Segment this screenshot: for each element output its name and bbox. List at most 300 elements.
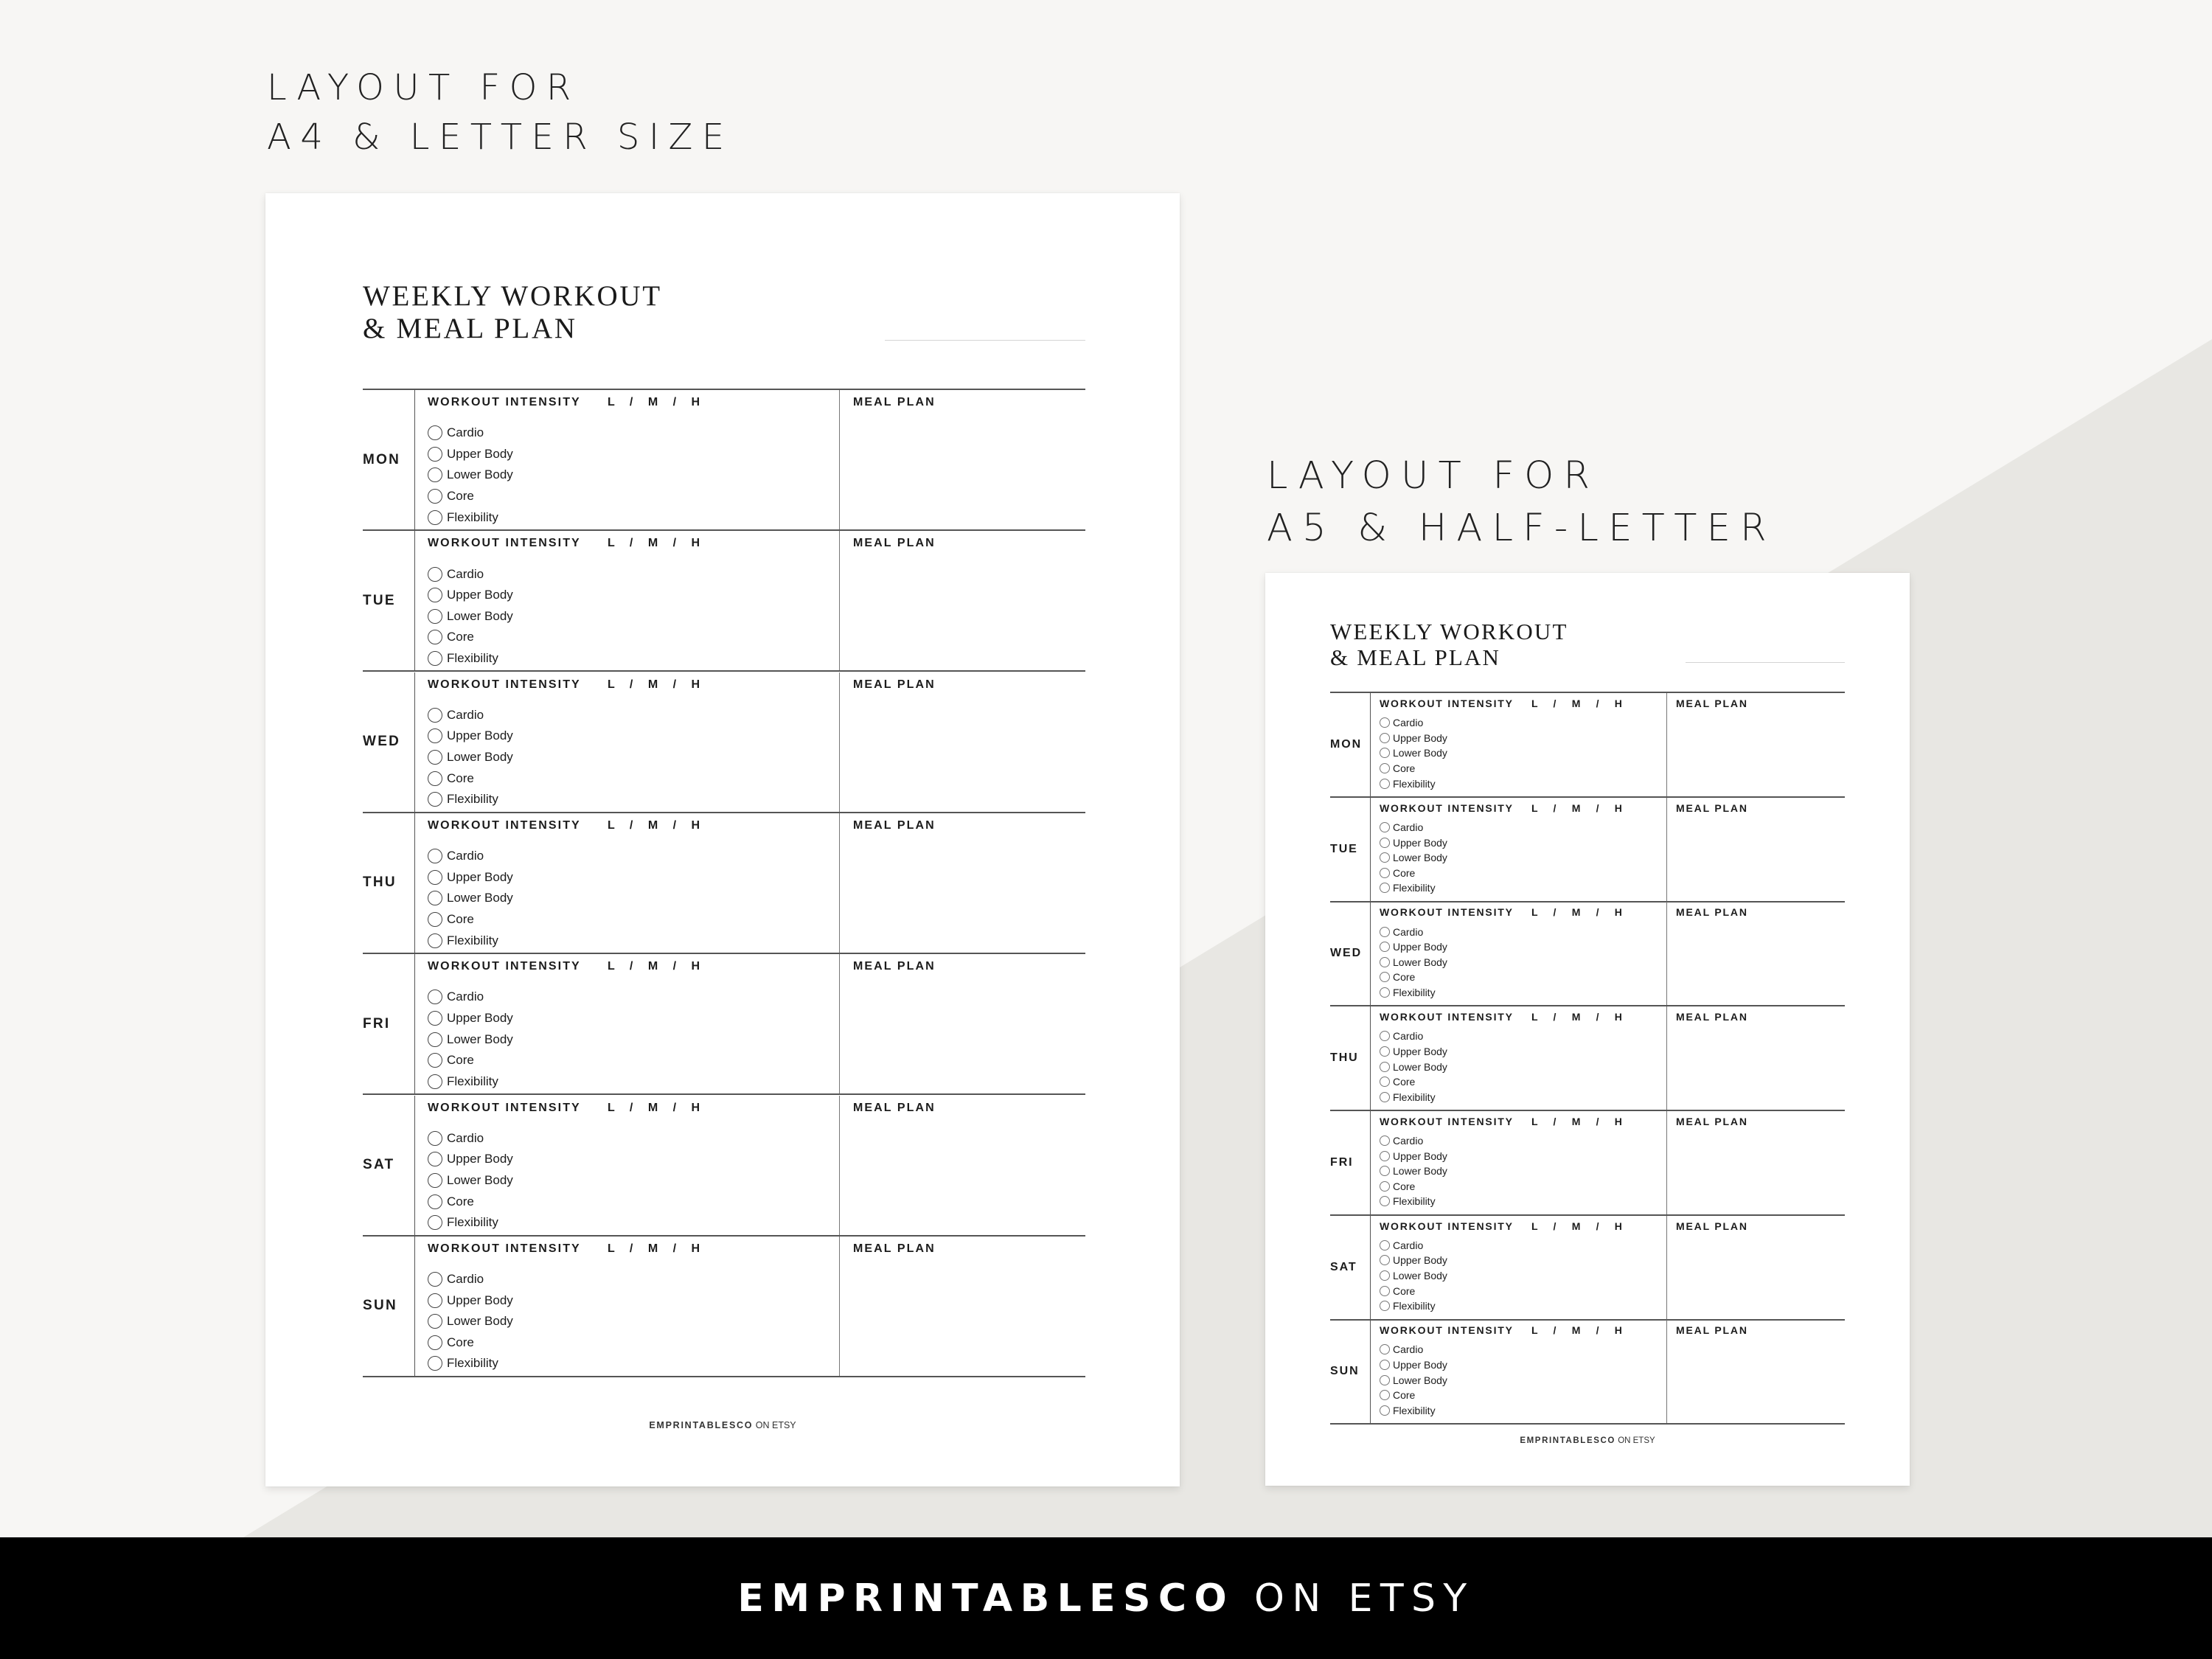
option-label: Core xyxy=(1393,762,1416,775)
checkbox-circle-icon[interactable] xyxy=(1380,1181,1390,1192)
workout-options xyxy=(428,987,513,1092)
checkbox-option[interactable] xyxy=(428,465,513,486)
intensity-scale[interactable]: L / M / H xyxy=(608,678,706,691)
workout-intensity-header: WORKOUT INTENSITY xyxy=(428,396,581,408)
intensity-scale[interactable]: L / M / H xyxy=(608,396,706,408)
checkbox-circle-icon[interactable] xyxy=(1380,1240,1390,1251)
workout-cell xyxy=(1370,1006,1666,1110)
day-row-mon xyxy=(1330,693,1845,798)
checkbox-circle-icon[interactable] xyxy=(428,447,442,462)
workout-intensity-header: WORKOUT INTENSITY xyxy=(428,537,581,550)
workout-cell xyxy=(1370,1216,1666,1319)
checkbox-option[interactable] xyxy=(428,1008,513,1029)
checkbox-option[interactable] xyxy=(428,1290,513,1311)
checkbox-circle-icon[interactable] xyxy=(428,792,442,807)
workout-intensity-header: WORKOUT INTENSITY xyxy=(1380,1324,1514,1337)
checkbox-circle-icon[interactable] xyxy=(428,771,442,786)
checkbox-circle-icon[interactable] xyxy=(1380,779,1390,789)
checkbox-circle-icon[interactable] xyxy=(1380,1031,1390,1041)
option-label: Upper Body xyxy=(1393,1359,1447,1371)
option-label: Lower Body xyxy=(1393,1374,1447,1386)
meal-plan-cell[interactable] xyxy=(839,1096,1085,1235)
workout-options xyxy=(428,846,513,951)
checkbox-option[interactable] xyxy=(1380,985,1447,1001)
meal-plan-cell[interactable] xyxy=(839,813,1085,953)
checkbox-circle-icon[interactable] xyxy=(428,990,442,1004)
option-label: Flexibility xyxy=(447,650,498,665)
checkbox-circle-icon[interactable] xyxy=(1380,987,1390,998)
checkbox-circle-icon[interactable] xyxy=(1380,822,1390,832)
checkbox-circle-icon[interactable] xyxy=(1380,927,1390,937)
checkbox-option[interactable] xyxy=(428,768,513,789)
workout-options xyxy=(428,705,513,810)
day-label: SAT xyxy=(1330,1216,1371,1319)
option-label: Cardio xyxy=(447,990,484,1004)
workout-options xyxy=(428,563,513,669)
option-label: Upper Body xyxy=(447,1152,513,1166)
option-label: Flexibility xyxy=(1393,987,1436,999)
option-label: Core xyxy=(1393,1180,1416,1192)
meal-plan-header: MEAL PLAN xyxy=(853,960,936,973)
checkbox-circle-icon[interactable] xyxy=(428,849,442,863)
intensity-scale[interactable]: L / M / H xyxy=(1531,801,1629,814)
option-label: Lower Body xyxy=(1393,1165,1447,1178)
a4-planner-sheet xyxy=(265,193,1180,1486)
checkbox-option[interactable] xyxy=(428,846,513,867)
day-label: WED xyxy=(1330,902,1371,1005)
checkbox-option[interactable] xyxy=(428,1170,513,1192)
day-row-fri xyxy=(1330,1111,1845,1216)
checkbox-option[interactable] xyxy=(1380,1044,1447,1060)
option-label: Cardio xyxy=(1393,1135,1424,1147)
intensity-scale[interactable]: L / M / H xyxy=(1531,1115,1629,1127)
checkbox-option[interactable] xyxy=(1380,1074,1447,1090)
option-label: Upper Body xyxy=(1393,836,1447,849)
checkbox-option[interactable] xyxy=(428,930,513,951)
checkbox-circle-icon[interactable] xyxy=(428,1356,442,1371)
option-label: Cardio xyxy=(1393,1030,1424,1043)
workout-cell xyxy=(1370,1111,1666,1214)
checkbox-circle-icon[interactable] xyxy=(428,1011,442,1026)
checkbox-circle-icon[interactable] xyxy=(428,750,442,765)
meal-plan-cell[interactable] xyxy=(839,672,1085,812)
checkbox-circle-icon[interactable] xyxy=(1380,717,1390,728)
option-label: Flexibility xyxy=(1393,1404,1436,1416)
intensity-scale[interactable]: L / M / H xyxy=(608,1242,706,1255)
option-label: Lower Body xyxy=(1393,747,1447,759)
checkbox-circle-icon[interactable] xyxy=(1380,1135,1390,1146)
checkbox-circle-icon[interactable] xyxy=(428,891,442,905)
option-label: Cardio xyxy=(1393,821,1424,833)
workout-options xyxy=(1380,1342,1447,1418)
checkbox-circle-icon[interactable] xyxy=(1380,1255,1390,1265)
checkbox-option[interactable] xyxy=(1380,1403,1447,1419)
workout-cell xyxy=(1370,902,1666,1005)
day-row-mon xyxy=(363,390,1085,531)
checkbox-circle-icon[interactable] xyxy=(1380,1360,1390,1370)
day-row-thu xyxy=(1330,1006,1845,1111)
checkbox-option[interactable] xyxy=(428,747,513,768)
checkbox-circle-icon[interactable] xyxy=(428,1194,442,1209)
workout-intensity-header: WORKOUT INTENSITY xyxy=(428,678,581,691)
workout-intensity-header: WORKOUT INTENSITY xyxy=(1380,1220,1514,1232)
footer-suffix: ON ETSY xyxy=(755,1420,796,1430)
workout-cell xyxy=(414,813,839,953)
day-label: TUE xyxy=(363,531,415,670)
meal-plan-header: MEAL PLAN xyxy=(853,396,936,408)
checkbox-circle-icon[interactable] xyxy=(428,933,442,948)
weekly-table xyxy=(1330,692,1845,1425)
day-label: SUN xyxy=(363,1237,415,1376)
option-label: Core xyxy=(1393,971,1416,984)
footer-suffix: ON ETSY xyxy=(1618,1436,1655,1445)
checkbox-option[interactable] xyxy=(1380,1029,1447,1044)
workout-options xyxy=(1380,1238,1447,1314)
footer-credit xyxy=(1265,1436,1910,1445)
checkbox-option[interactable] xyxy=(428,444,513,465)
checkbox-circle-icon[interactable] xyxy=(428,651,442,666)
checkbox-circle-icon[interactable] xyxy=(428,588,442,602)
meal-plan-cell[interactable] xyxy=(839,531,1085,670)
day-label: THU xyxy=(1330,1006,1371,1110)
checkbox-option[interactable] xyxy=(428,789,513,810)
meal-plan-header: MEAL PLAN xyxy=(1676,1115,1748,1127)
workout-cell xyxy=(1370,1320,1666,1423)
workout-cell xyxy=(1370,693,1666,796)
checkbox-option[interactable] xyxy=(1380,1388,1447,1403)
planner-title-line1: WEEKLY WORKOUT xyxy=(363,280,662,312)
checkbox-circle-icon[interactable] xyxy=(1380,1375,1390,1385)
checkbox-option[interactable] xyxy=(428,1191,513,1212)
checkbox-circle-icon[interactable] xyxy=(428,467,442,482)
workout-intensity-header: WORKOUT INTENSITY xyxy=(1380,801,1514,814)
checkbox-option[interactable] xyxy=(428,1128,513,1150)
checkbox-option[interactable] xyxy=(1380,1268,1447,1284)
meal-plan-cell[interactable] xyxy=(839,390,1085,529)
meal-plan-cell[interactable] xyxy=(839,1237,1085,1376)
option-label: Core xyxy=(447,630,474,644)
checkbox-option[interactable] xyxy=(1380,1194,1447,1209)
checkbox-option[interactable] xyxy=(428,1311,513,1332)
checkbox-circle-icon[interactable] xyxy=(428,728,442,743)
checkbox-circle-icon[interactable] xyxy=(1380,942,1390,952)
day-label: WED xyxy=(363,672,415,812)
checkbox-circle-icon[interactable] xyxy=(1380,1405,1390,1416)
workout-cell xyxy=(414,954,839,1093)
checkbox-circle-icon[interactable] xyxy=(428,1293,442,1308)
option-label: Flexibility xyxy=(1393,777,1436,790)
option-label: Upper Body xyxy=(447,1011,513,1026)
checkbox-circle-icon[interactable] xyxy=(428,630,442,644)
checkbox-option[interactable] xyxy=(1380,1357,1447,1373)
day-row-tue xyxy=(363,531,1085,672)
checkbox-option[interactable] xyxy=(1380,865,1447,880)
checkbox-option[interactable] xyxy=(1380,1148,1447,1164)
brand-banner xyxy=(0,1537,2212,1659)
checkbox-option[interactable] xyxy=(1380,850,1447,866)
checkbox-circle-icon[interactable] xyxy=(1380,763,1390,773)
checkbox-option[interactable] xyxy=(1380,970,1447,985)
workout-intensity-header: WORKOUT INTENSITY xyxy=(1380,1115,1514,1127)
name-write-line[interactable] xyxy=(885,340,1085,341)
meal-plan-cell[interactable] xyxy=(1666,1111,1845,1214)
day-label: SAT xyxy=(363,1096,415,1235)
option-label: Upper Body xyxy=(447,869,513,884)
checkbox-option[interactable] xyxy=(1380,1342,1447,1357)
meal-plan-cell[interactable] xyxy=(1666,1320,1845,1423)
checkbox-option[interactable] xyxy=(1380,1283,1447,1298)
checkbox-circle-icon[interactable] xyxy=(1380,1092,1390,1102)
checkbox-circle-icon[interactable] xyxy=(428,1215,442,1230)
checkbox-option[interactable] xyxy=(428,1353,513,1374)
checkbox-option[interactable] xyxy=(428,1071,513,1093)
checkbox-circle-icon[interactable] xyxy=(428,1335,442,1350)
option-label: Core xyxy=(1393,866,1416,879)
meal-plan-cell[interactable] xyxy=(1666,902,1845,1005)
checkbox-circle-icon[interactable] xyxy=(428,1272,442,1287)
checkbox-option[interactable] xyxy=(428,726,513,747)
checkbox-option[interactable] xyxy=(1380,880,1447,896)
intensity-scale[interactable]: L / M / H xyxy=(1531,906,1629,919)
checkbox-circle-icon[interactable] xyxy=(428,870,442,885)
footer-brand: EMPRINTABLESCO xyxy=(1520,1436,1615,1445)
option-label: Flexibility xyxy=(447,1215,498,1230)
checkbox-option[interactable] xyxy=(1380,715,1447,731)
footer-credit xyxy=(265,1420,1180,1430)
checkbox-option[interactable] xyxy=(1380,820,1447,835)
planner-title-line2: & MEAL PLAN xyxy=(1330,644,1501,671)
option-label: Lower Body xyxy=(1393,1060,1447,1073)
checkbox-circle-icon[interactable] xyxy=(1380,1151,1390,1161)
option-label: Lower Body xyxy=(447,1172,513,1187)
option-label: Core xyxy=(447,1335,474,1349)
checkbox-option[interactable] xyxy=(1380,1238,1447,1253)
day-row-sun xyxy=(363,1237,1085,1377)
meal-plan-header: MEAL PLAN xyxy=(853,1242,936,1255)
meal-plan-header: MEAL PLAN xyxy=(1676,801,1748,814)
option-label: Flexibility xyxy=(1393,1300,1436,1312)
workout-intensity-header: WORKOUT INTENSITY xyxy=(428,1242,581,1255)
day-label: THU xyxy=(363,813,415,953)
checkbox-option[interactable] xyxy=(1380,955,1447,970)
checkbox-circle-icon[interactable] xyxy=(1380,972,1390,982)
meal-plan-cell[interactable] xyxy=(1666,1006,1845,1110)
checkbox-circle-icon[interactable] xyxy=(1380,1196,1390,1206)
checkbox-circle-icon[interactable] xyxy=(428,1152,442,1166)
checkbox-option[interactable] xyxy=(1380,1133,1447,1149)
a5-planner-sheet xyxy=(1265,573,1910,1486)
checkbox-circle-icon[interactable] xyxy=(1380,1062,1390,1072)
meal-plan-header: MEAL PLAN xyxy=(1676,1220,1748,1232)
planner-title-line1: WEEKLY WORKOUT xyxy=(1330,619,1568,644)
checkbox-option[interactable] xyxy=(428,1332,513,1354)
checkbox-option[interactable] xyxy=(428,705,513,726)
workout-intensity-header: WORKOUT INTENSITY xyxy=(1380,906,1514,919)
meal-plan-cell[interactable] xyxy=(839,954,1085,1093)
checkbox-option[interactable] xyxy=(1380,1372,1447,1388)
checkbox-option[interactable] xyxy=(428,888,513,909)
checkbox-option[interactable] xyxy=(1380,1298,1447,1314)
checkbox-circle-icon[interactable] xyxy=(1380,1270,1390,1281)
day-row-sat xyxy=(363,1096,1085,1237)
checkbox-option[interactable] xyxy=(1380,776,1447,791)
checkbox-option[interactable] xyxy=(1380,835,1447,850)
checkbox-circle-icon[interactable] xyxy=(428,489,442,504)
planner-title xyxy=(1330,619,1568,671)
option-label: Flexibility xyxy=(447,933,498,947)
checkbox-circle-icon[interactable] xyxy=(1380,957,1390,967)
option-label: Flexibility xyxy=(447,792,498,807)
checkbox-circle-icon[interactable] xyxy=(428,1053,442,1068)
option-label: Lower Body xyxy=(447,467,513,482)
checkbox-option[interactable] xyxy=(1380,731,1447,746)
intensity-scale[interactable]: L / M / H xyxy=(608,537,706,550)
workout-intensity-header: WORKOUT INTENSITY xyxy=(1380,1011,1514,1023)
checkbox-option[interactable] xyxy=(1380,939,1447,955)
option-label: Lower Body xyxy=(447,750,513,765)
checkbox-circle-icon[interactable] xyxy=(1380,1390,1390,1400)
option-label: Lower Body xyxy=(447,608,513,623)
day-row-sat xyxy=(1330,1216,1845,1321)
checkbox-circle-icon[interactable] xyxy=(428,425,442,440)
intensity-scale[interactable]: L / M / H xyxy=(608,960,706,973)
checkbox-option[interactable] xyxy=(428,1212,513,1234)
a5-layout-heading: LAYOUT FOR A5 & HALF-LETTER xyxy=(1267,454,1776,551)
checkbox-circle-icon[interactable] xyxy=(428,1173,442,1188)
checkbox-option[interactable] xyxy=(1380,745,1447,761)
checkbox-circle-icon[interactable] xyxy=(1380,852,1390,863)
workout-options xyxy=(1380,715,1447,791)
meal-plan-header: MEAL PLAN xyxy=(853,678,936,691)
meal-plan-header: MEAL PLAN xyxy=(853,537,936,550)
option-label: Cardio xyxy=(1393,1239,1424,1251)
workout-options xyxy=(1380,820,1447,896)
option-label: Lower Body xyxy=(1393,956,1447,968)
workout-cell xyxy=(414,531,839,670)
checkbox-option[interactable] xyxy=(1380,1059,1447,1074)
checkbox-circle-icon[interactable] xyxy=(1380,748,1390,758)
intensity-scale[interactable]: L / M / H xyxy=(1531,698,1629,709)
workout-options xyxy=(428,422,513,528)
checkbox-option[interactable] xyxy=(428,648,513,669)
checkbox-option[interactable] xyxy=(428,422,513,444)
intensity-scale[interactable]: L / M / H xyxy=(1531,1220,1629,1232)
checkbox-option[interactable] xyxy=(428,627,513,648)
option-label: Lower Body xyxy=(447,891,513,905)
checkbox-option[interactable] xyxy=(428,1149,513,1170)
meal-plan-header: MEAL PLAN xyxy=(1676,906,1748,919)
meal-plan-cell[interactable] xyxy=(1666,798,1845,901)
option-label: Flexibility xyxy=(447,1356,498,1371)
checkbox-option[interactable] xyxy=(428,866,513,888)
option-label: Core xyxy=(1393,1389,1416,1402)
checkbox-circle-icon[interactable] xyxy=(1380,1166,1390,1176)
checkbox-circle-icon[interactable] xyxy=(428,1314,442,1329)
workout-options xyxy=(1380,1029,1447,1105)
checkbox-option[interactable] xyxy=(428,486,513,507)
option-label: Core xyxy=(447,771,474,785)
checkbox-circle-icon[interactable] xyxy=(1380,1046,1390,1057)
checkbox-circle-icon[interactable] xyxy=(1380,883,1390,893)
option-label: Flexibility xyxy=(1393,882,1436,894)
option-label: Upper Body xyxy=(1393,1254,1447,1267)
intensity-scale[interactable]: L / M / H xyxy=(1531,1011,1629,1023)
checkbox-option[interactable] xyxy=(428,605,513,627)
meal-plan-cell[interactable] xyxy=(1666,693,1845,796)
planner-title xyxy=(363,280,662,346)
checkbox-circle-icon[interactable] xyxy=(428,1032,442,1047)
checkbox-circle-icon[interactable] xyxy=(1380,868,1390,878)
workout-options xyxy=(428,1128,513,1234)
checkbox-option[interactable] xyxy=(428,1050,513,1071)
checkbox-option[interactable] xyxy=(428,909,513,931)
checkbox-circle-icon[interactable] xyxy=(428,1131,442,1146)
checkbox-circle-icon[interactable] xyxy=(1380,838,1390,848)
workout-intensity-header: WORKOUT INTENSITY xyxy=(428,1101,581,1114)
checkbox-option[interactable] xyxy=(428,987,513,1008)
option-label: Cardio xyxy=(447,849,484,863)
option-label: Upper Body xyxy=(447,446,513,461)
option-label: Core xyxy=(447,911,474,926)
intensity-scale[interactable]: L / M / H xyxy=(608,1101,706,1114)
checkbox-circle-icon[interactable] xyxy=(428,1074,442,1089)
checkbox-circle-icon[interactable] xyxy=(1380,1077,1390,1087)
checkbox-option[interactable] xyxy=(1380,1179,1447,1194)
checkbox-circle-icon[interactable] xyxy=(1380,1344,1390,1354)
option-label: Lower Body xyxy=(1393,1269,1447,1281)
checkbox-circle-icon[interactable] xyxy=(428,912,442,927)
option-label: Upper Body xyxy=(1393,1150,1447,1162)
day-row-fri xyxy=(363,954,1085,1095)
checkbox-circle-icon[interactable] xyxy=(428,609,442,624)
checkbox-option[interactable] xyxy=(428,507,513,528)
option-label: Upper Body xyxy=(447,1293,513,1307)
checkbox-option[interactable] xyxy=(1380,761,1447,776)
meal-plan-header: MEAL PLAN xyxy=(1676,1324,1748,1337)
option-label: Cardio xyxy=(447,1272,484,1287)
checkbox-circle-icon[interactable] xyxy=(1380,1286,1390,1296)
checkbox-option[interactable] xyxy=(428,1029,513,1050)
option-label: Flexibility xyxy=(447,509,498,524)
meal-plan-cell[interactable] xyxy=(1666,1216,1845,1319)
a4-layout-heading: LAYOUT FOR A4 & LETTER SIZE xyxy=(267,67,734,159)
workout-intensity-header: WORKOUT INTENSITY xyxy=(428,818,581,832)
checkbox-option[interactable] xyxy=(428,1269,513,1290)
checkbox-circle-icon[interactable] xyxy=(1380,733,1390,743)
name-write-line[interactable] xyxy=(1686,662,1845,663)
option-label: Cardio xyxy=(1393,925,1424,938)
checkbox-option[interactable] xyxy=(428,585,513,606)
option-label: Cardio xyxy=(447,1130,484,1145)
intensity-scale[interactable]: L / M / H xyxy=(1531,1324,1629,1337)
option-label: Lower Body xyxy=(1393,852,1447,864)
weekly-table xyxy=(363,389,1085,1377)
checkbox-option[interactable] xyxy=(428,563,513,585)
checkbox-circle-icon[interactable] xyxy=(1380,1301,1390,1311)
checkbox-option[interactable] xyxy=(1380,1164,1447,1179)
checkbox-option[interactable] xyxy=(1380,924,1447,939)
checkbox-circle-icon[interactable] xyxy=(428,567,442,582)
checkbox-circle-icon[interactable] xyxy=(428,510,442,525)
checkbox-option[interactable] xyxy=(1380,1089,1447,1105)
option-label: Lower Body xyxy=(447,1032,513,1046)
checkbox-circle-icon[interactable] xyxy=(428,708,442,723)
workout-options xyxy=(1380,1133,1447,1209)
option-label: Core xyxy=(1393,1284,1416,1297)
option-label: Cardio xyxy=(447,425,484,440)
intensity-scale[interactable]: L / M / H xyxy=(608,818,706,832)
checkbox-option[interactable] xyxy=(1380,1253,1447,1268)
